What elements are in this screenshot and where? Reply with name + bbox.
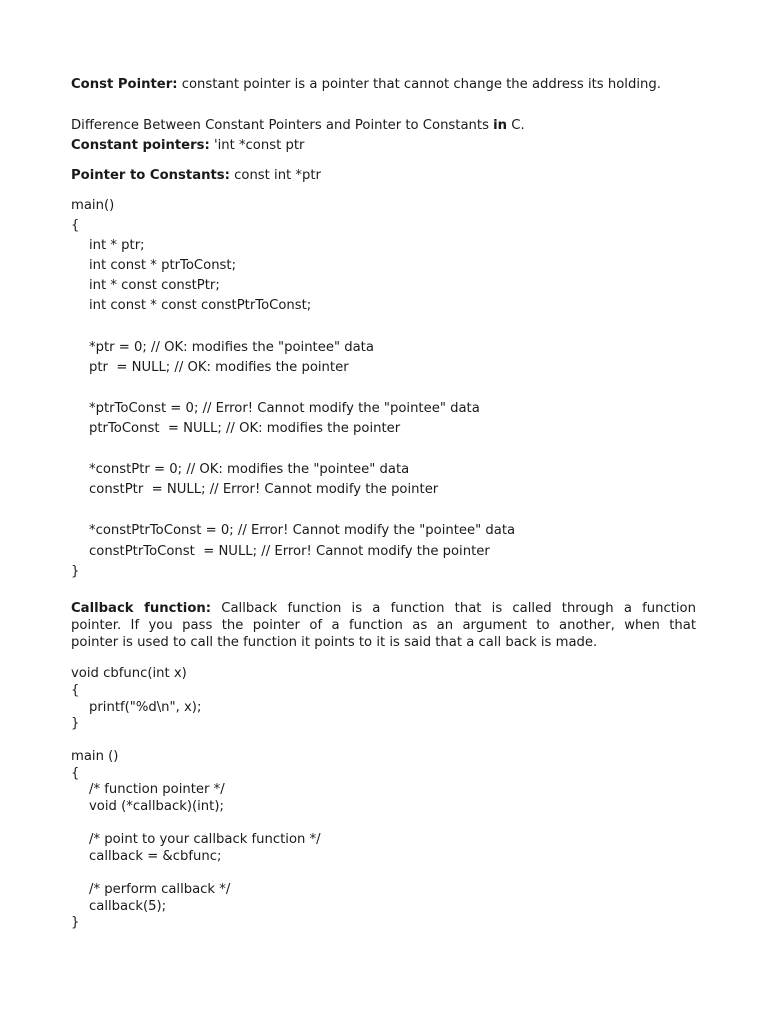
code-line: int * ptr; [89,238,145,253]
code-line: constPtrToConst = NULL; // Error! Cannot modify the pointer [89,544,490,559]
difference-heading [71,117,525,134]
difference-in-word: in [493,118,508,133]
difference-c: C. [507,118,525,133]
code-line: callback(5); [89,899,167,914]
code-line: { [71,683,80,698]
pointer-to-constants-line [71,167,321,184]
code-line: *constPtrToConst = 0; // Error! Cannot modify the "pointee" data [89,523,516,538]
code-line: callback = &cbfunc; [89,849,222,864]
const-pointer-text: constant pointer is a pointer that cannot change the address its holding. [177,77,661,92]
code-line: constPtr = NULL; // Error! Cannot modify the pointer [89,482,439,497]
code-line: *ptrToConst = 0; // Error! Cannot modify the "pointee" data [89,401,480,416]
code-line: ptrToConst = NULL; // OK: modifies the pointer [89,421,401,436]
code-line: printf("%d\n", x); [89,700,202,715]
callback-paragraph [71,600,696,651]
const-pointer-label: Const Pointer: [71,77,178,92]
pointer-to-constants-label: Pointer to Constants: [71,168,230,183]
code-line: *constPtr = 0; // OK: modifies the "pointee" data [89,462,410,477]
callback-text-line1: Callback function is a function that is called through a function [221,601,696,616]
code-line: } [71,915,80,930]
code-line: int const * const constPtrToConst; [89,298,312,313]
code-line: /* point to your callback function */ [89,832,321,847]
const-pointer-definition [71,76,661,93]
code-line: main () [71,749,119,764]
constant-pointers-text: 'int *const ptr [209,138,305,153]
code-line: void cbfunc(int x) [71,666,187,681]
callback-paragraph-line [71,600,696,617]
callback-paragraph-line: pointer is used to call the function it points to it is said that a call back is made. [71,635,598,650]
constant-pointers-line [71,137,304,154]
code-line: /* function pointer */ [89,782,225,797]
code-line: *ptr = 0; // OK: modifies the "pointee" data [89,340,374,355]
code-line: { [71,218,80,233]
callback-label: Callback function: [71,601,212,616]
code-line: { [71,766,80,781]
pointer-to-constants-text: const int *ptr [229,168,321,183]
constant-pointers-label: Constant pointers: [71,138,210,153]
difference-text: Difference Between Constant Pointers and Pointer to Constants [71,118,494,133]
code-line: int const * ptrToConst; [89,258,237,273]
code-line: main() [71,198,115,213]
code-line: /* perform callback */ [89,882,231,897]
code-line: } [71,564,80,579]
code-line: ptr = NULL; // OK: modifies the pointer [89,360,349,375]
code-line: } [71,716,80,731]
callback-paragraph-line: pointer. If you pass the pointer of a function as an argument to another, when that [71,618,696,633]
code-line: void (*callback)(int); [89,799,224,814]
code-line: int * const constPtr; [89,278,220,293]
